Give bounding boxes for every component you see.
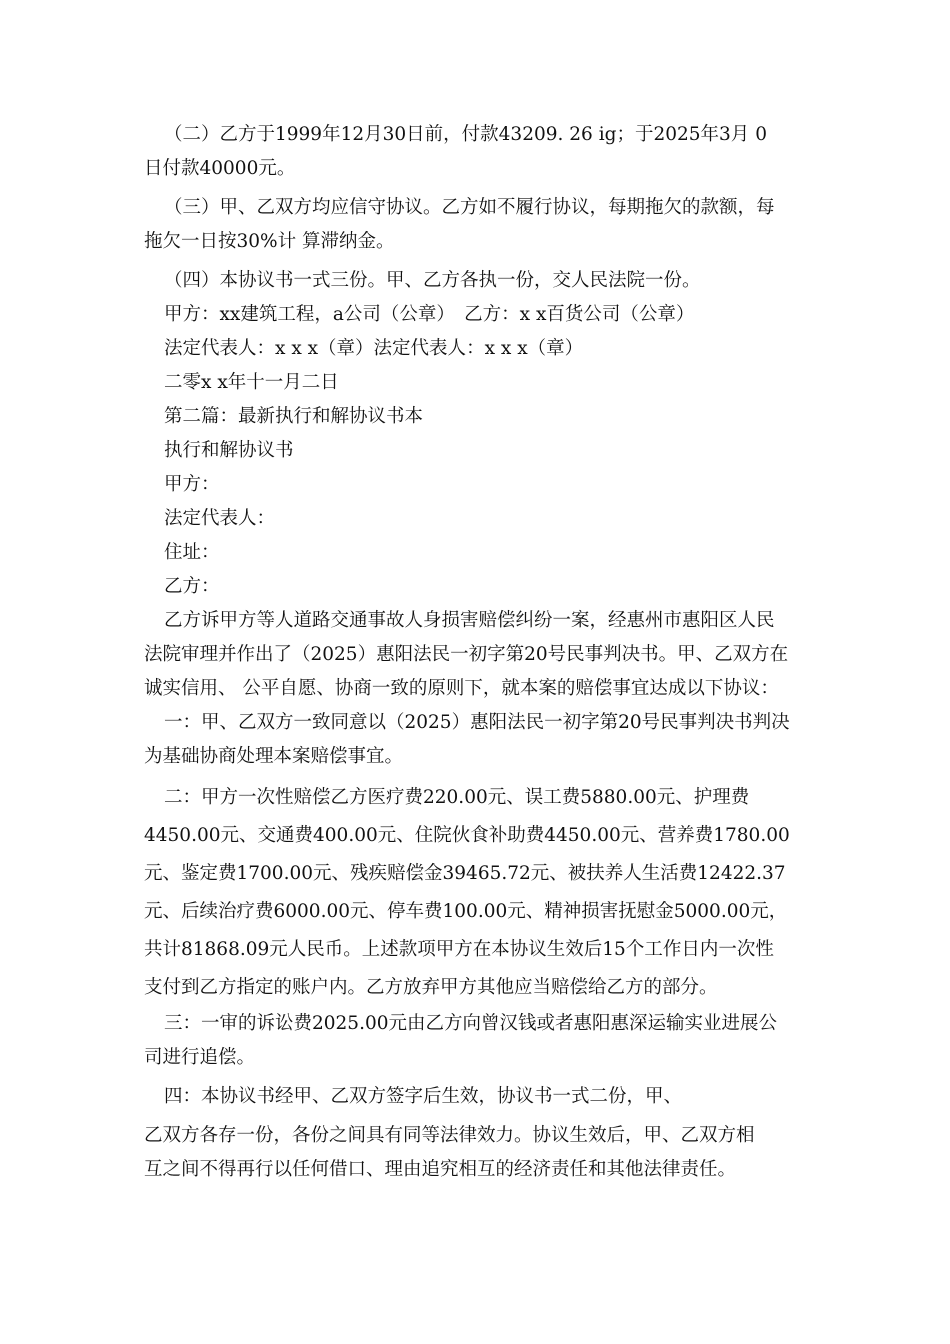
text-line: 执行和解协议书: [164, 440, 294, 461]
text-line: 二零x x年十一月二日: [164, 372, 339, 393]
text-line: （二）乙方于1999年12月30日前，付款43209. 26 ig；于2025年3月 0: [164, 124, 767, 145]
clause-four-continued: [144, 1119, 806, 1187]
text-line: （三）甲、乙双方均应信守协议。乙方如不履行协议，每期拖欠的款额，每: [164, 197, 775, 218]
text-line: 二：甲方一次性赔偿乙方医疗费220.00元、误工费5880.00元、护理费: [164, 787, 750, 808]
text-line: 法定代表人：: [164, 508, 276, 529]
text-line: 三：一审的诉讼费2025.00元由乙方向曾汉钱或者惠阳惠深运输实业进展公: [164, 1013, 778, 1034]
field-party-a: [144, 468, 806, 502]
field-legal-representative: [144, 502, 806, 536]
text-line: 甲方：: [164, 474, 220, 495]
clause-one: [144, 706, 806, 774]
clause-three: [144, 1007, 806, 1075]
text-line: 支付到乙方指定的账户内。乙方放弃甲方其他应当赔偿给乙方的部分。: [144, 977, 718, 998]
text-line: 乙双方各存一份，各份之间具有同等法律效力。协议生效后，甲、乙双方相: [144, 1125, 755, 1146]
paragraph-date: [144, 366, 806, 400]
document-title: [144, 434, 806, 468]
text-line: 为基础协商处理本案赔偿事宜。: [144, 746, 404, 767]
paragraph-legal-reps: [144, 332, 806, 366]
text-line: 互之间不得再行以任何借口、理由追究相互的经济责任和其他法律责任。: [144, 1159, 737, 1180]
document-page: [144, 118, 806, 1187]
text-line: 乙方：: [164, 576, 220, 597]
text-line: 第二篇：最新执行和解协议书本: [164, 406, 424, 427]
paragraph-signatories: [144, 298, 806, 332]
text-line: （四）本协议书一式三份。甲、乙方各执一份，交人民法院一份。: [164, 270, 701, 291]
paragraph-payment-terms: [144, 118, 806, 186]
text-line: 元、后续治疗费6000.00元、停车费100.00元、精神损害抚慰金5000.00元，: [144, 901, 788, 922]
text-line: 元、鉴定费1700.00元、残疾赔偿金39465.72元、被扶养人生活费12422.37: [144, 863, 786, 884]
text-line: 共计81868.09元人民币。上述款项甲方在本协议生效后15个工作日内一次性: [144, 939, 774, 960]
text-line: 法院审理并作出了（2025）惠阳法民一初字第20号民事判决书。甲、乙双方在: [144, 644, 789, 665]
paragraph-late-fee: [144, 191, 806, 259]
text-line: 4450.00元、交通费400.00元、住院伙食补助费4450.00元、营养费1780.00: [144, 825, 790, 846]
clause-two: [144, 779, 806, 1007]
text-line: 司进行追偿。: [144, 1047, 256, 1068]
text-line: 住址：: [164, 542, 220, 563]
paragraph-copies: [144, 264, 806, 298]
text-line: 四：本协议书经甲、乙双方签字后生效，协议书一式二份，甲、: [164, 1086, 683, 1107]
text-line: 诚实信用、 公平自愿、协商一致的原则下，就本案的赔偿事宜达成以下协议：: [144, 678, 779, 699]
text-line: 法定代表人：x x x（章）法定代表人：x x x（章）: [164, 338, 584, 359]
paragraph-case-background: [144, 604, 806, 706]
field-party-b: [144, 570, 806, 604]
clause-four: [144, 1080, 806, 1114]
field-address: [144, 536, 806, 570]
text-line: 乙方诉甲方等人道路交通事故人身损害赔偿纠纷一案，经惠州市惠阳区人民: [164, 610, 775, 631]
text-line: 甲方：xx建筑工程，a公司（公章） 乙方：x x百货公司（公章）: [164, 304, 695, 325]
text-line: 一：甲、乙双方一致同意以（2025）惠阳法民一初字第20号民事判决书判决: [164, 712, 790, 733]
text-line: 日付款40000元。: [144, 158, 296, 179]
text-line: 拖欠一日按30%计 算滞纳金。: [144, 231, 395, 252]
section-heading: [144, 400, 806, 434]
